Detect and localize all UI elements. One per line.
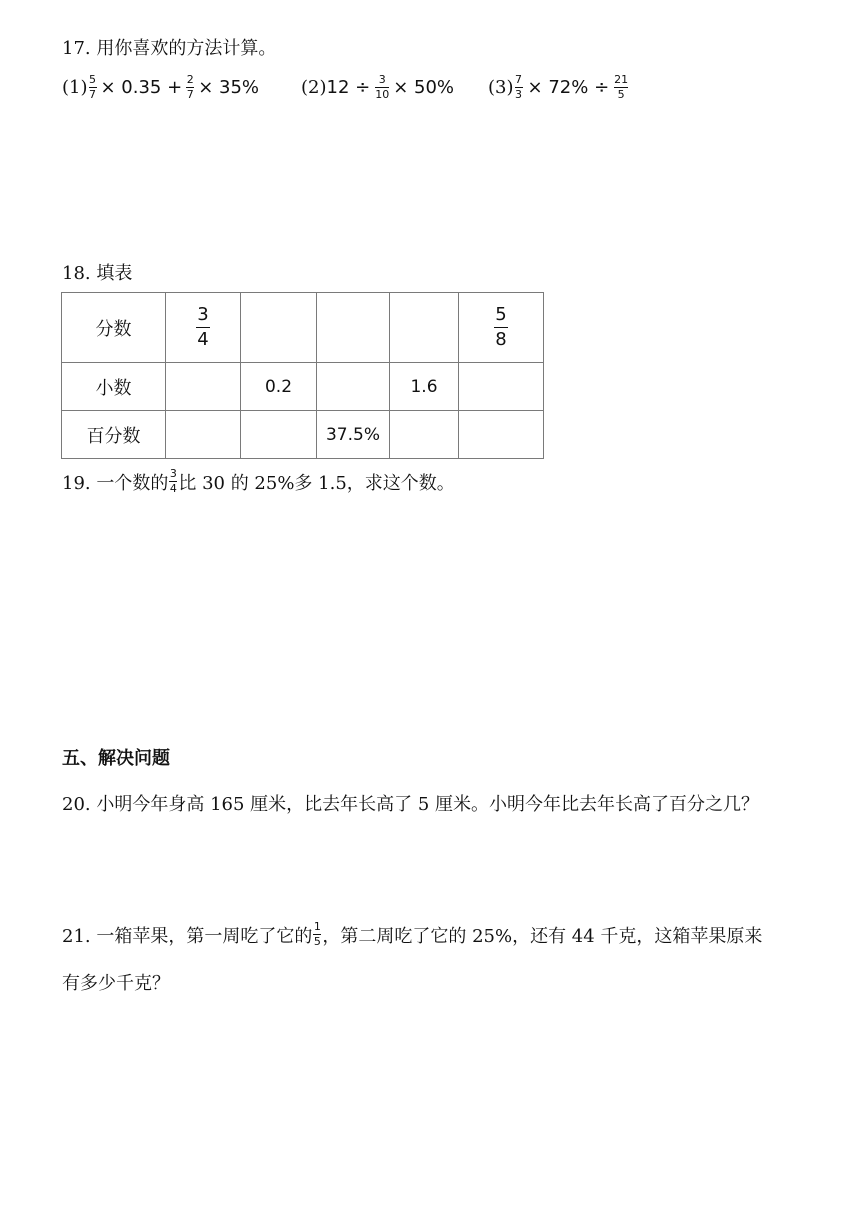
q17-part2-label: (2) <box>301 77 327 98</box>
table-cell <box>166 293 241 363</box>
fraction: $\frac{5}{7}$ <box>89 73 96 101</box>
q21-text: 21. 一箱苹果，第一周吃了它的 $\frac{1}{5}$ ，第二周吃了它的 25%，还有 44 千克，这箱苹果原来 <box>62 920 763 948</box>
fraction: $\frac{21}{5}$ <box>614 73 629 101</box>
table-cell <box>241 411 317 459</box>
table-cell <box>166 411 241 459</box>
fill-table <box>61 292 544 459</box>
table-row <box>62 411 544 459</box>
fraction: $\frac{3}{4}$ <box>169 467 177 495</box>
table-row <box>62 293 544 363</box>
q17-part3-label: (3) <box>488 77 514 98</box>
table-row <box>62 363 544 411</box>
q17-part3: (3) $\frac{7}{3}$ × 72% ÷ $\frac{21}{5}$ <box>488 73 629 101</box>
table-cell: 37.5% <box>317 411 390 459</box>
table-cell <box>317 293 390 363</box>
q19-text: 19. 一个数的 $\frac{3}{4}$ 比 30 的 25%多 1.5，求这个数。 <box>62 467 455 495</box>
q17-part2: (2) 12 ÷ $\frac{3}{10}$ × 50% <box>301 73 455 101</box>
fraction: $\frac{2}{7}$ <box>186 73 194 101</box>
table-cell <box>459 293 544 363</box>
table-cell <box>317 363 390 411</box>
q17-title: 17. 用你喜欢的方法计算。 <box>62 38 277 59</box>
fraction: $\frac{1}{5}$ <box>313 920 321 948</box>
table-header-cell: 分数 <box>62 293 166 363</box>
q17-part1-label: (1) <box>62 77 88 98</box>
q20-text: 20. 小明今年身高 165 厘米，比去年长高了 5 厘米。小明今年比去年长高了百分之几？ <box>62 794 760 815</box>
q17-part1: (1) $\frac{5}{7}$ × 0.35 + $\frac{2}{7}$ × 35% <box>62 73 259 101</box>
table-cell <box>459 411 544 459</box>
table-cell <box>390 293 459 363</box>
fraction: $\frac{3}{10}$ <box>375 73 390 101</box>
table-cell <box>390 411 459 459</box>
fraction: $\frac{7}{3}$ <box>515 73 523 101</box>
fraction: $\frac{3}{4}$ <box>197 304 209 350</box>
fraction: $\frac{5}{8}$ <box>495 304 507 350</box>
table-header-cell: 百分数 <box>62 411 166 459</box>
table-cell <box>459 363 544 411</box>
q17-problems <box>62 74 629 101</box>
table-cell: 1.6 <box>390 363 459 411</box>
q18-title: 18. 填表 <box>62 263 133 284</box>
table-cell <box>241 293 317 363</box>
q21-text-line2: 有多少千克？ <box>62 973 170 994</box>
section-heading: 五、解决问题 <box>62 748 170 769</box>
table-header-cell: 小数 <box>62 363 166 411</box>
table-cell <box>166 363 241 411</box>
table-cell: 0.2 <box>241 363 317 411</box>
